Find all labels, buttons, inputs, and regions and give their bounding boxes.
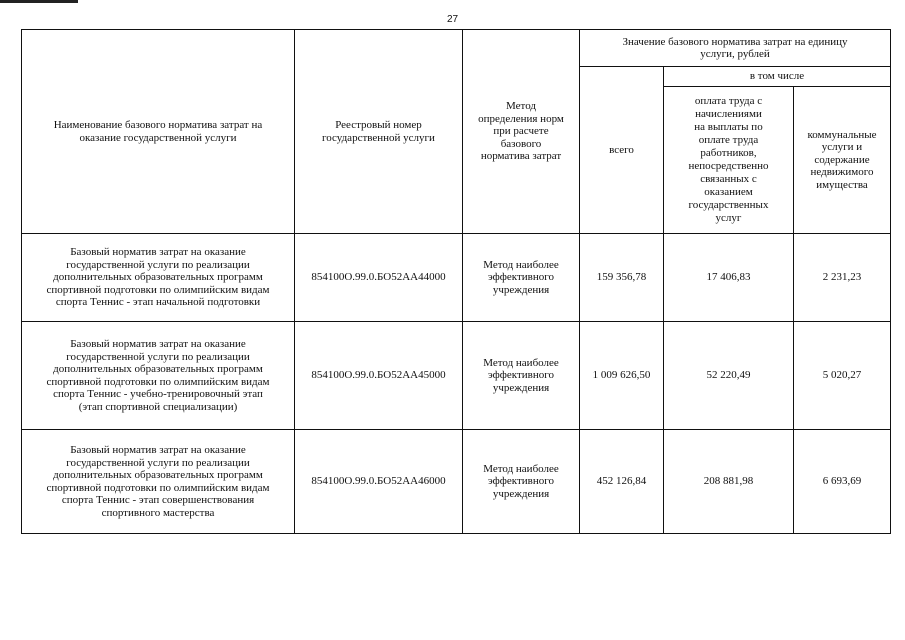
header-registry-number: Реестровый номер государственной услуги [295, 30, 463, 234]
row-method: Метод наиболее эффективного учреждения [463, 322, 580, 430]
cost-norm-table [21, 29, 891, 534]
scan-edge-mark [0, 0, 78, 3]
row-labor-value: 17 406,83 [664, 234, 794, 322]
row-total-value: 1 009 626,50 [580, 322, 664, 430]
row-utilities-value: 6 693,69 [794, 430, 891, 534]
table-row [22, 430, 891, 534]
row-registry-number: 854100О.99.0.БО52АА46000 [295, 430, 463, 534]
header-utilities-costs: коммунальные услуги и содержание недвижимого имущества [794, 87, 891, 234]
row-utilities-value: 2 231,23 [794, 234, 891, 322]
table-row [22, 234, 891, 322]
row-total-value: 452 126,84 [580, 430, 664, 534]
header-total: всего [580, 67, 664, 234]
row-labor-value: 208 881,98 [664, 430, 794, 534]
header-cost-value-group: Значение базового норматива затрат на единицу услуги, рублей [580, 30, 891, 67]
header-including: в том числе [664, 67, 891, 87]
row-service-name: Базовый норматив затрат на оказание государственной услуги по реализации дополнительных образовательных программ спортивной подготовки по олимпийским видам спорта Теннис - этап начальной подготовки [22, 234, 295, 322]
row-service-name: Базовый норматив затрат на оказание государственной услуги по реализации дополнительных образовательных программ спортивной подготовки по олимпийским видам спорта Теннис - учебно-тренировочный этап (этап спортивной специализации) [22, 322, 295, 430]
row-utilities-value: 5 020,27 [794, 322, 891, 430]
header-calculation-method: Метод определения норм при расчете базового норматива затрат [463, 30, 580, 234]
row-total-value: 159 356,78 [580, 234, 664, 322]
row-method: Метод наиболее эффективного учреждения [463, 234, 580, 322]
row-registry-number: 854100О.99.0.БО52АА44000 [295, 234, 463, 322]
header-labor-costs: оплата труда с начислениями на выплаты по оплате труда работников, непосредственно связанных с оказанием государственных услуг [664, 87, 794, 234]
header-service-name: Наименование базового норматива затрат на оказание государственной услуги [22, 30, 295, 234]
row-service-name: Базовый норматив затрат на оказание государственной услуги по реализации дополнительных образовательных программ спортивной подготовки по олимпийским видам спорта Теннис - этап совершенствования спортивного мастерства [22, 430, 295, 534]
row-labor-value: 52 220,49 [664, 322, 794, 430]
table-row [22, 322, 891, 430]
row-registry-number: 854100О.99.0.БО52АА45000 [295, 322, 463, 430]
row-method: Метод наиболее эффективного учреждения [463, 430, 580, 534]
page-number: 27 [446, 14, 459, 25]
